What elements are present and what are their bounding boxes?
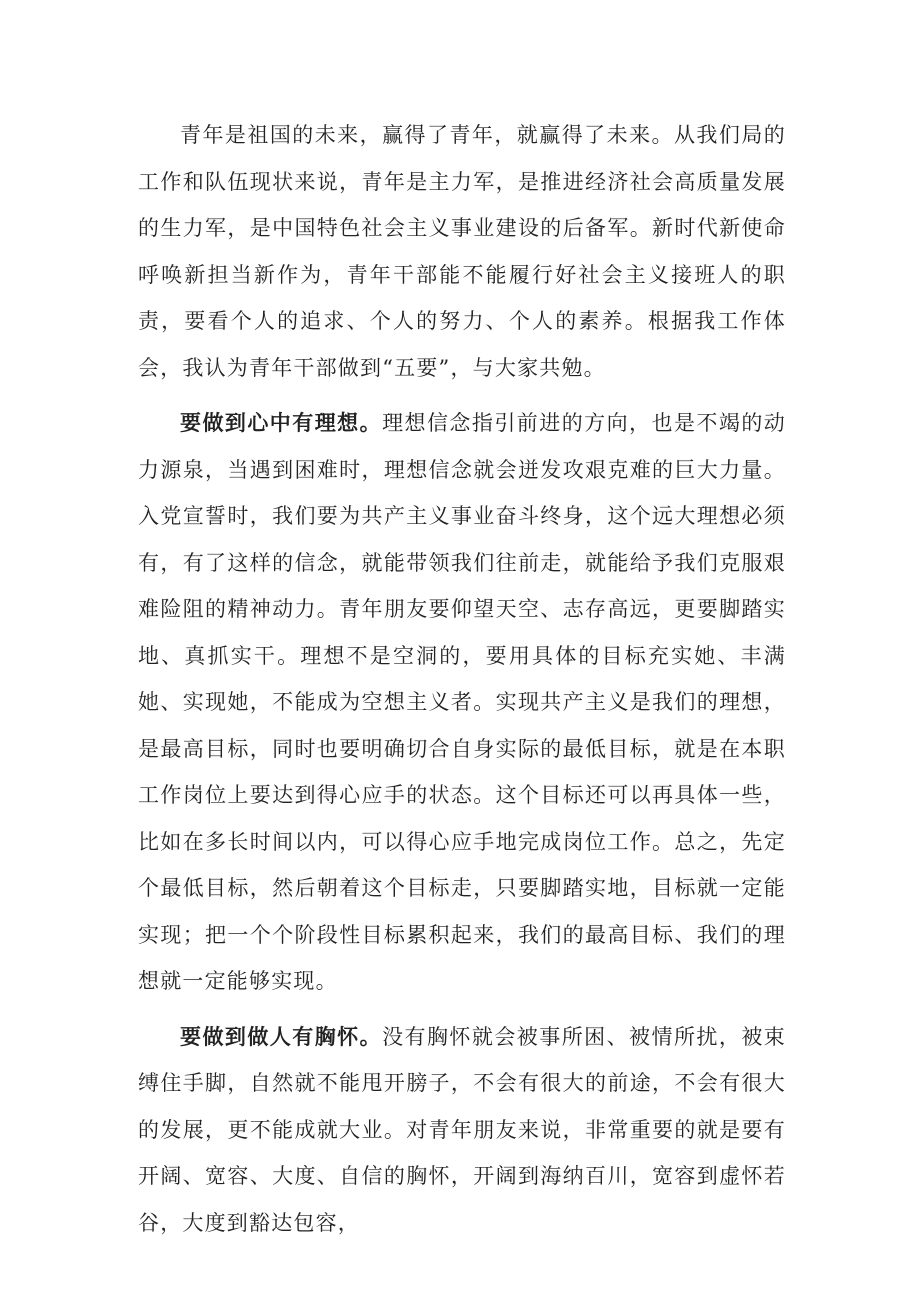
document-body [138, 112, 786, 1255]
paragraph-lead: 要做到心中有理想。 [180, 410, 383, 435]
paragraph-text: 理想信念指引前进的方向，也是不竭的动力源泉，当遇到困难时，理想信念就会迸发攻艰克难的巨大力量。入党宣誓时，我们要为共产主义事业奋斗终身，这个远大理想必须有，有了这样的信念，就能带领我们往前走，就能给予我们克服艰难险阻的精神动力。青年朋友要仰望天空、志存高远，更要脚踏实地、真抓实干。理想不是空洞的，要用具体的目标充实她、丰满她、实现她，不能成为空想主义者。实现共产主义是我们的理想，是最高目标，同时也要明确切合自身实际的最低目标，就是在本职工作岗位上要达到得心应手的状态。这个目标还可以再具体一些，比如在多长时间以内，可以得心应手地完成岗位工作。总之，先定个最低目标，然后朝着这个目标走，只要脚踏实地，目标就一定能实现；把一个个阶段性目标累积起来，我们的最高目标、我们的理想就一定能够实现。 [138, 411, 786, 993]
paragraph-ideal [138, 400, 786, 1005]
paragraph-text: 青年是祖国的未来，赢得了青年，就赢得了未来。从我们局的工作和队伍现状来说，青年是主力军，是推进经济社会高质量发展的生力军，是中国特色社会主义事业建设的后备军。新时代新使命呼唤新担当新作为，青年干部能不能履行好社会主义接班人的职责，要看个人的追求、个人的努力、个人的素养。根据我工作体会，我认为青年干部做到“五要”，与大家共勉。 [138, 123, 786, 380]
paragraph-lead: 要做到做人有胸怀。 [180, 1023, 383, 1049]
paragraph-intro [138, 112, 786, 391]
paragraph-mind [138, 1014, 786, 1247]
paragraph-text: 没有胸怀就会被事所困、被情所扰，被束缚住手脚，自然就不能甩开膀子，不会有很大的前途，不会有很大的发展，更不能成就大业。对青年朋友来说，非常重要的就是要有开阔、宽容、大度、自信的胸怀，开阔到海纳百川，宽容到虚怀若谷，大度到豁达包容， [138, 1024, 786, 1235]
